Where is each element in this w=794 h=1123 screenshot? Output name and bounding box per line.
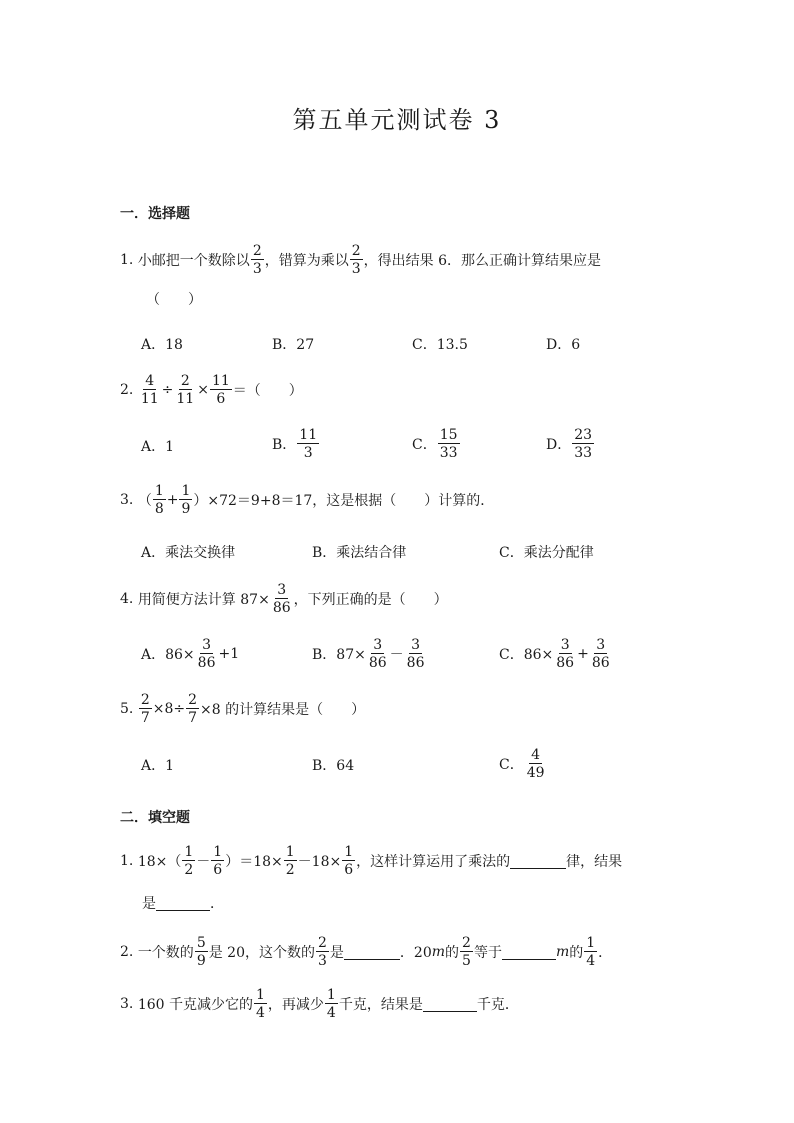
question-text: ，错算为乘以 [264,253,349,269]
answer-paren: （ ） [146,292,202,308]
question-number: 3. [120,492,134,508]
option-a[interactable] [141,638,239,670]
question-text: 千克． [476,997,519,1013]
option-a[interactable]: A．18 [141,337,183,353]
option-label: C．86× [499,647,554,663]
question-text: ＝（ ） [232,383,303,399]
fraction: $\frac{4}{11}$ [140,373,159,407]
question-text: ，再减少 [267,997,324,1013]
question-number: 4. [120,591,134,607]
option-label: A．86× [141,647,195,663]
fraction: $\frac{2}{3}$ [351,243,361,277]
option-b[interactable]: B．乘法结合律 [312,545,407,561]
fraction: $\frac{15}{33}$ [439,427,458,461]
question-text: 是 [329,945,344,961]
unit-label: m [431,944,446,960]
option-d[interactable] [546,428,595,460]
question-text: 律，结果 [566,854,623,870]
fraction: $\frac{1}{4}$ [326,987,336,1021]
fraction: $\frac{3}{86}$ [406,637,425,671]
fraction: $\frac{3}{86}$ [272,582,291,616]
fraction: $\frac{11}{6}$ [211,373,230,407]
question-text: ）×72＝9+8＝17，这是根据（ ）计算的． [193,493,495,509]
option-a[interactable]: A．乘法交换律 [141,545,236,561]
option-c[interactable]: C．13.5 [412,337,468,353]
question-text: 一个数的 [137,945,194,961]
option-c[interactable] [412,428,461,460]
option-b[interactable] [272,428,320,460]
question-4 [120,583,448,615]
option-label: B．87× [312,647,366,663]
fill-question-3 [120,988,519,1020]
question-text: ． [210,896,224,912]
question-text: ×8÷ [152,701,186,717]
question-number: 2. [120,382,134,398]
question-1 [120,244,601,276]
question-number: 1. [120,853,134,869]
fraction: $\frac{2}{11}$ [176,373,195,407]
question-number: 2. [120,944,134,960]
operator: + [577,646,589,662]
fill-question-1 [120,845,622,877]
question-text: 用简便方法计算 87× [137,592,270,608]
option-b[interactable] [312,638,428,670]
option-c[interactable] [499,748,548,780]
question-number: 3. [120,996,134,1012]
question-number: 1. [120,252,134,268]
question-text: 是 [142,896,156,912]
fraction: $\frac{2}{7}$ [188,692,198,726]
option-label: C． [499,757,524,773]
option-a[interactable]: A．1 [141,758,175,774]
operator: － [389,647,404,663]
question-text: ）＝18× [225,854,283,870]
section-heading-choice: 一．选择题 [120,206,190,222]
option-label: B． [272,437,297,453]
fraction: $\frac{5}{9}$ [196,935,206,969]
fraction: $\frac{1}{2}$ [184,844,194,878]
question-text: －18× [297,854,342,870]
fraction: $\frac{23}{33}$ [574,427,593,461]
question-5 [120,693,365,725]
option-b[interactable]: B．27 [272,337,315,353]
question-text: 小邮把一个数除以 [137,253,250,269]
option-label: C． [412,437,437,453]
fraction: $\frac{2}{3}$ [252,243,262,277]
question-text: 等于 [473,945,502,961]
fraction: $\frac{1}{4}$ [255,987,265,1021]
fraction: $\frac{4}{49}$ [526,747,545,781]
fraction: $\frac{11}{3}$ [299,427,318,461]
fraction: $\frac{2}{3}$ [318,935,327,969]
unit-label: m [555,944,570,960]
fraction: $\frac{3}{86}$ [368,637,387,671]
question-text: 18×（ [137,854,182,870]
fraction: $\frac{3}{86}$ [556,637,575,671]
question-text: ，得出结果 6．那么正确计算结果应是 [363,253,602,269]
answer-blank[interactable] [510,854,566,869]
fraction: $\frac{2}{7}$ [140,692,150,726]
option-text: +1 [218,646,240,662]
fraction: $\frac{1}{4}$ [586,935,596,969]
fraction: $\frac{3}{86}$ [591,637,610,671]
fraction: $\frac{1}{6}$ [344,844,354,878]
fraction: $\frac{1}{6}$ [213,844,223,878]
option-d[interactable]: D．6 [546,337,581,353]
question-text: ． [598,945,613,961]
question-number: 5. [120,701,134,717]
answer-blank[interactable] [423,997,477,1012]
question-text: ，下列正确的是（ ） [293,592,448,608]
fraction: $\frac{1}{8}$ [154,483,164,517]
operator: ÷ [161,382,174,398]
operator: + [166,492,179,508]
answer-blank[interactable] [344,945,400,960]
page-title: 第五单元测试卷 3 [292,106,502,134]
question-text: ，这样计算运用了乘法的 [356,854,511,870]
operator: × [197,382,209,398]
question-2 [120,374,303,406]
fraction: $\frac{2}{5}$ [462,935,471,969]
question-text: 是 20，这个数的 [208,945,315,961]
fill-question-2 [120,936,612,968]
operator: － [196,854,211,870]
question-text: 的 [569,945,584,961]
question-text: ．20 [399,945,432,961]
question-text: 160 千克减少它的 [137,997,253,1013]
paren-open: （ [137,493,152,509]
option-a[interactable]: A．1 [141,439,175,455]
section-heading-fill: 二．填空题 [120,810,190,826]
answer-blank[interactable] [502,945,556,960]
question-text: ×8 的计算结果是（ ） [200,702,366,718]
fraction: $\frac{3}{86}$ [197,637,216,671]
question-text: 千克，结果是 [338,997,423,1013]
option-c[interactable] [499,638,613,670]
option-b[interactable]: B．64 [312,758,355,774]
answer-blank[interactable] [156,896,210,911]
option-label: D． [546,437,572,453]
question-3 [120,484,494,516]
fill-question-1-continued [142,893,224,913]
fraction: $\frac{1}{9}$ [181,483,191,517]
question-text: 的 [445,945,460,961]
option-c[interactable]: C．乘法分配律 [499,545,594,561]
fraction: $\frac{1}{2}$ [285,844,295,878]
